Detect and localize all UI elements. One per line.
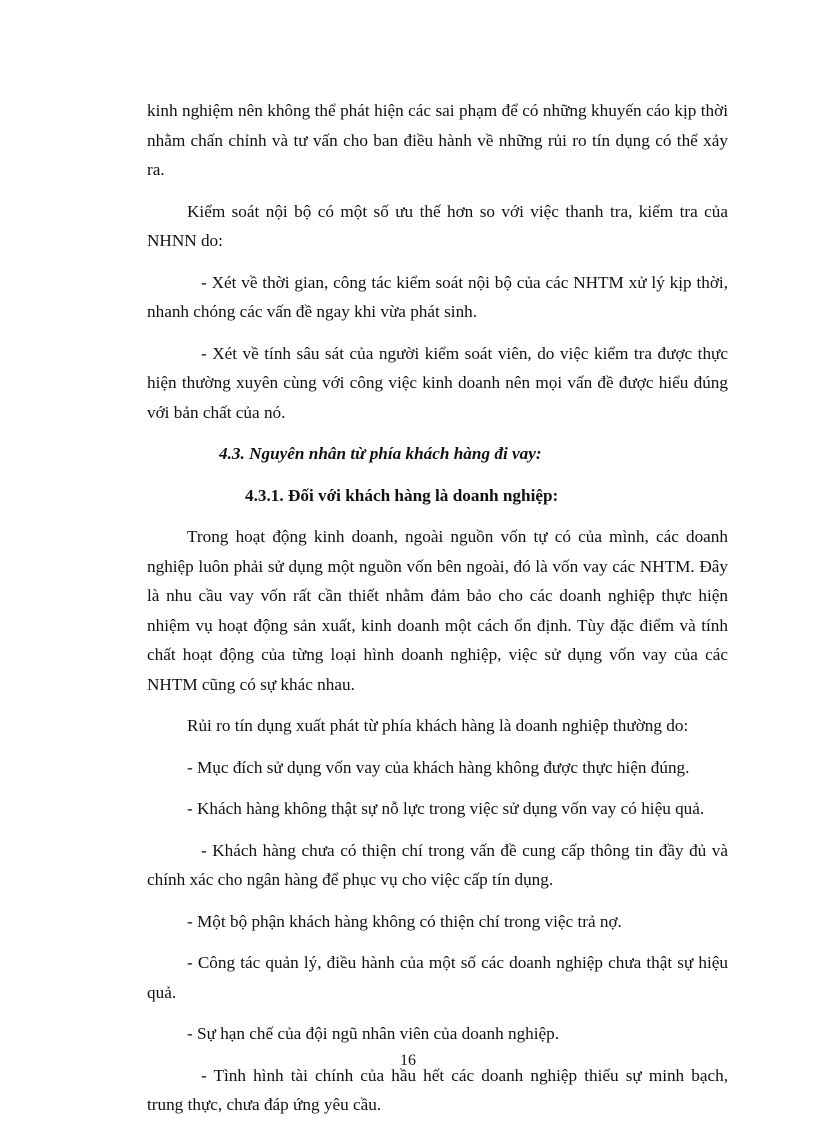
section-heading-4-3-1: 4.3.1. Đối với khách hàng là doanh nghiệp: [245,485,559,505]
bullet-management: - Công tác quản lý, điều hành của một số các doanh nghiệp chưa thật sự hiệu quả. [147,953,728,1002]
paragraph-internal-control-advantage: Kiểm soát nội bộ có một số ưu thế hơn so với việc thanh tra, kiểm tra của NHNN do: [147,201,728,250]
bullet-staff: - Sự hạn chế của đội ngũ nhân viên của doanh nghiệp. [187,1024,560,1043]
bullet-effort: - Khách hàng không thật sự nỗ lực trong việc sử dụng vốn vay có hiệu quả. [187,799,705,818]
bullet-loan-purpose: - Mục đích sử dụng vốn vay của khách hàng không được thực hiện đúng. [187,757,690,777]
bullet-financial-transparency: - Tình hình tài chính của hầu hết các doanh nghiệp thiếu sự minh bạch, trung thực, chưa đáp ứng yêu cầu. [147,1065,728,1114]
bullet-repayment: - Một bộ phận khách hàng không có thiện chí trong việc trả nợ. [187,911,622,931]
bullet-timeliness: - Xét về thời gian, công tác kiểm soát nội bộ của các NHTM xử lý kịp thời, nhanh chóng các vấn đề ngay khi vừa phát sinh. [147,272,728,321]
paragraph-business-loans: Trong hoạt động kinh doanh, ngoài nguồn vốn tự có của mình, các doanh nghiệp luôn phải sử dụng một nguồn vốn bên ngoài, đó là vốn vay các NHTM. Đây là nhu cầu vay vốn rất cần thiết nhằm đảm bảo cho các doanh nghiệp thực hiện nhiệm vụ hoạt động sản xuất, kinh doanh một cách ổn định. Tùy đặc điểm và tính chất hoạt động của từng loại hình doanh nghiệp, việc sử dụng vốn vay của các NHTM cũng có sự khác nhau. [147,527,728,694]
paragraph-continuation: kinh nghiệm nên không thể phát hiện các sai phạm để có những khuyến cáo kịp thời nhằm chấn chỉnh và tư vấn cho ban điều hành về những rủi ro tín dụng có thể xảy ra. [147,101,728,179]
document-body [147,96,728,1120]
paragraph-credit-risk-causes: Rủi ro tín dụng xuất phát từ phía khách hàng là doanh nghiệp thường do: [187,716,689,735]
bullet-information: - Khách hàng chưa có thiện chí trong vấn đề cung cấp thông tin đầy đủ và chính xác cho ngân hàng để phục vụ cho việc cấp tín dụng. [147,840,728,889]
bullet-thoroughness: - Xét về tính sâu sát của người kiểm soát viên, do việc kiểm tra được thực hiện thường xuyên cùng với công việc kinh doanh nên mọi vấn đề được hiểu đúng với bản chất của nó. [147,343,728,422]
page-number: 16 [400,1052,416,1069]
section-heading-4-3: 4.3. Nguyên nhân từ phía khách hàng đi vay: [219,444,542,463]
